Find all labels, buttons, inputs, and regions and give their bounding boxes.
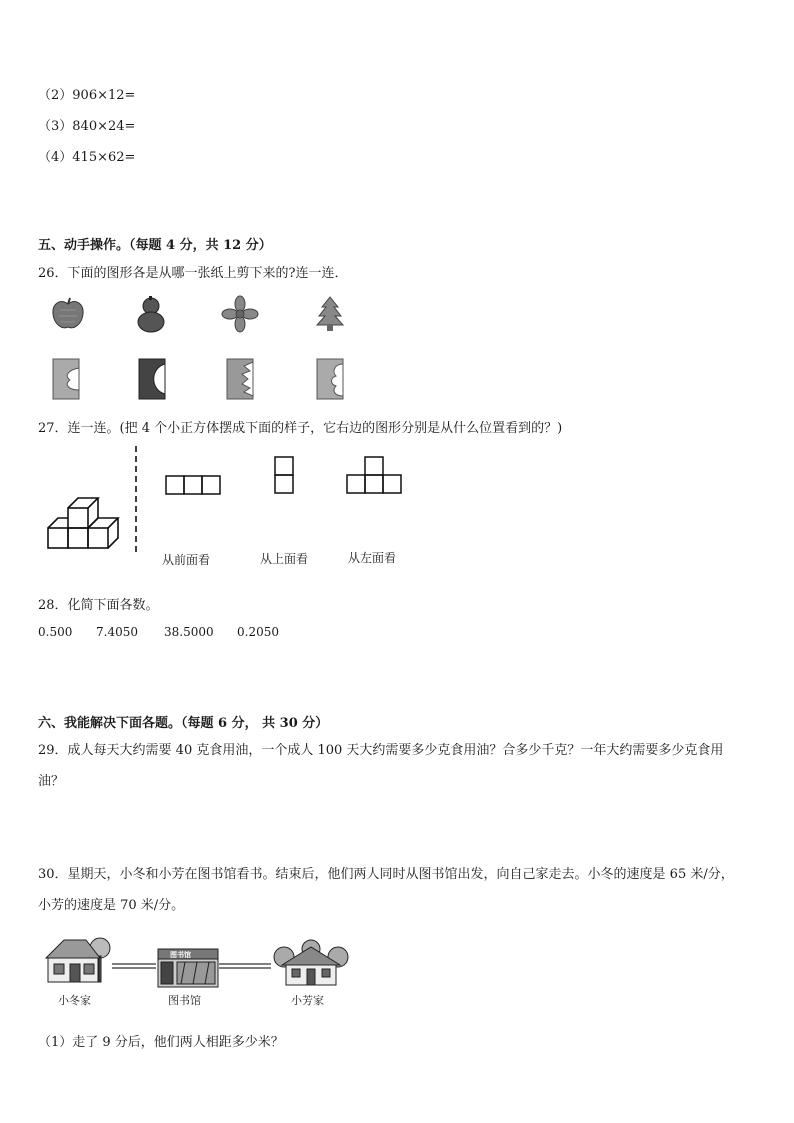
place-label-xiaodong: 小冬家	[58, 994, 91, 1007]
section-5-title: 五、动手操作。（每题 4 分，共 12 分）	[38, 238, 272, 253]
front-view-figure	[165, 475, 221, 495]
view-label-front: 从前面看	[162, 553, 211, 567]
place-label-library: 图书馆	[168, 994, 201, 1007]
calc-item-2	[38, 84, 135, 103]
calc-item-number: （3）	[38, 119, 73, 134]
view-label-top: 从上面看	[260, 552, 309, 566]
calc-item-expression: 415×62=	[72, 150, 136, 165]
question-26-text: 26．下面的图形各是从哪一张纸上剪下来的?连一连．	[38, 266, 348, 281]
number-1: 0.500	[38, 625, 73, 639]
library-sign-text: 图书馆	[170, 950, 191, 959]
question-30-line-2: 小芳的速度是 70 米/分。	[38, 898, 185, 913]
number-3: 38.5000	[164, 625, 214, 639]
calc-item-expression: 840×24=	[72, 119, 136, 134]
number-2: 7.4050	[96, 625, 138, 639]
question-30-sub-1: （1）走了 9 分后，他们两人相距多少米？	[38, 1035, 284, 1050]
tree-cutout-image	[314, 296, 346, 332]
question-29-line-1: 29．成人每天大约需要 40 克食用油，一个成人 100 天大约需要多少克食用油？合多少千克？一年大约需要多少克食用	[38, 743, 724, 758]
view-label-left: 从左面看	[348, 551, 397, 565]
paper-piece-1-image	[52, 358, 82, 400]
xiaodong-house-image	[42, 934, 112, 986]
question-28-text: 28．化简下面各数。	[38, 598, 159, 613]
paper-piece-2-image	[138, 358, 168, 400]
apple-cutout-image	[50, 296, 86, 332]
calc-item-number: （2）	[38, 88, 73, 103]
left-view-figure	[346, 456, 402, 494]
paper-piece-4-image	[316, 358, 346, 400]
calc-item-expression: 906×12=	[72, 88, 136, 103]
xiaofang-house-image	[272, 939, 350, 987]
calc-item-3	[38, 115, 135, 134]
calc-item-number: （4）	[38, 150, 73, 165]
path-line-2	[219, 963, 271, 969]
number-4: 0.2050	[237, 625, 279, 639]
path-line-1	[112, 963, 156, 969]
paper-piece-3-image	[226, 358, 256, 400]
flower-cutout-image	[222, 296, 258, 332]
place-label-xiaofang: 小芳家	[291, 994, 324, 1007]
top-view-figure	[274, 456, 294, 494]
gourd-cutout-image	[134, 295, 168, 333]
question-30-line-1: 30．星期天，小冬和小芳在图书馆看书。结束后，他们两人同时从图书馆出发，向自己家走去。小冬的速度是 65 米/分，	[38, 867, 734, 882]
question-29-line-2: 油？	[38, 774, 65, 789]
section-6-title: 六、我能解决下面各题。（每题 6 分， 共 30 分）	[38, 716, 329, 731]
question-27-text: 27．连一连。(把 4 个小正方体摆成下面的样子，它右边的图形分别是从什么位置看到的？)	[38, 421, 563, 436]
calc-item-4	[38, 146, 135, 165]
